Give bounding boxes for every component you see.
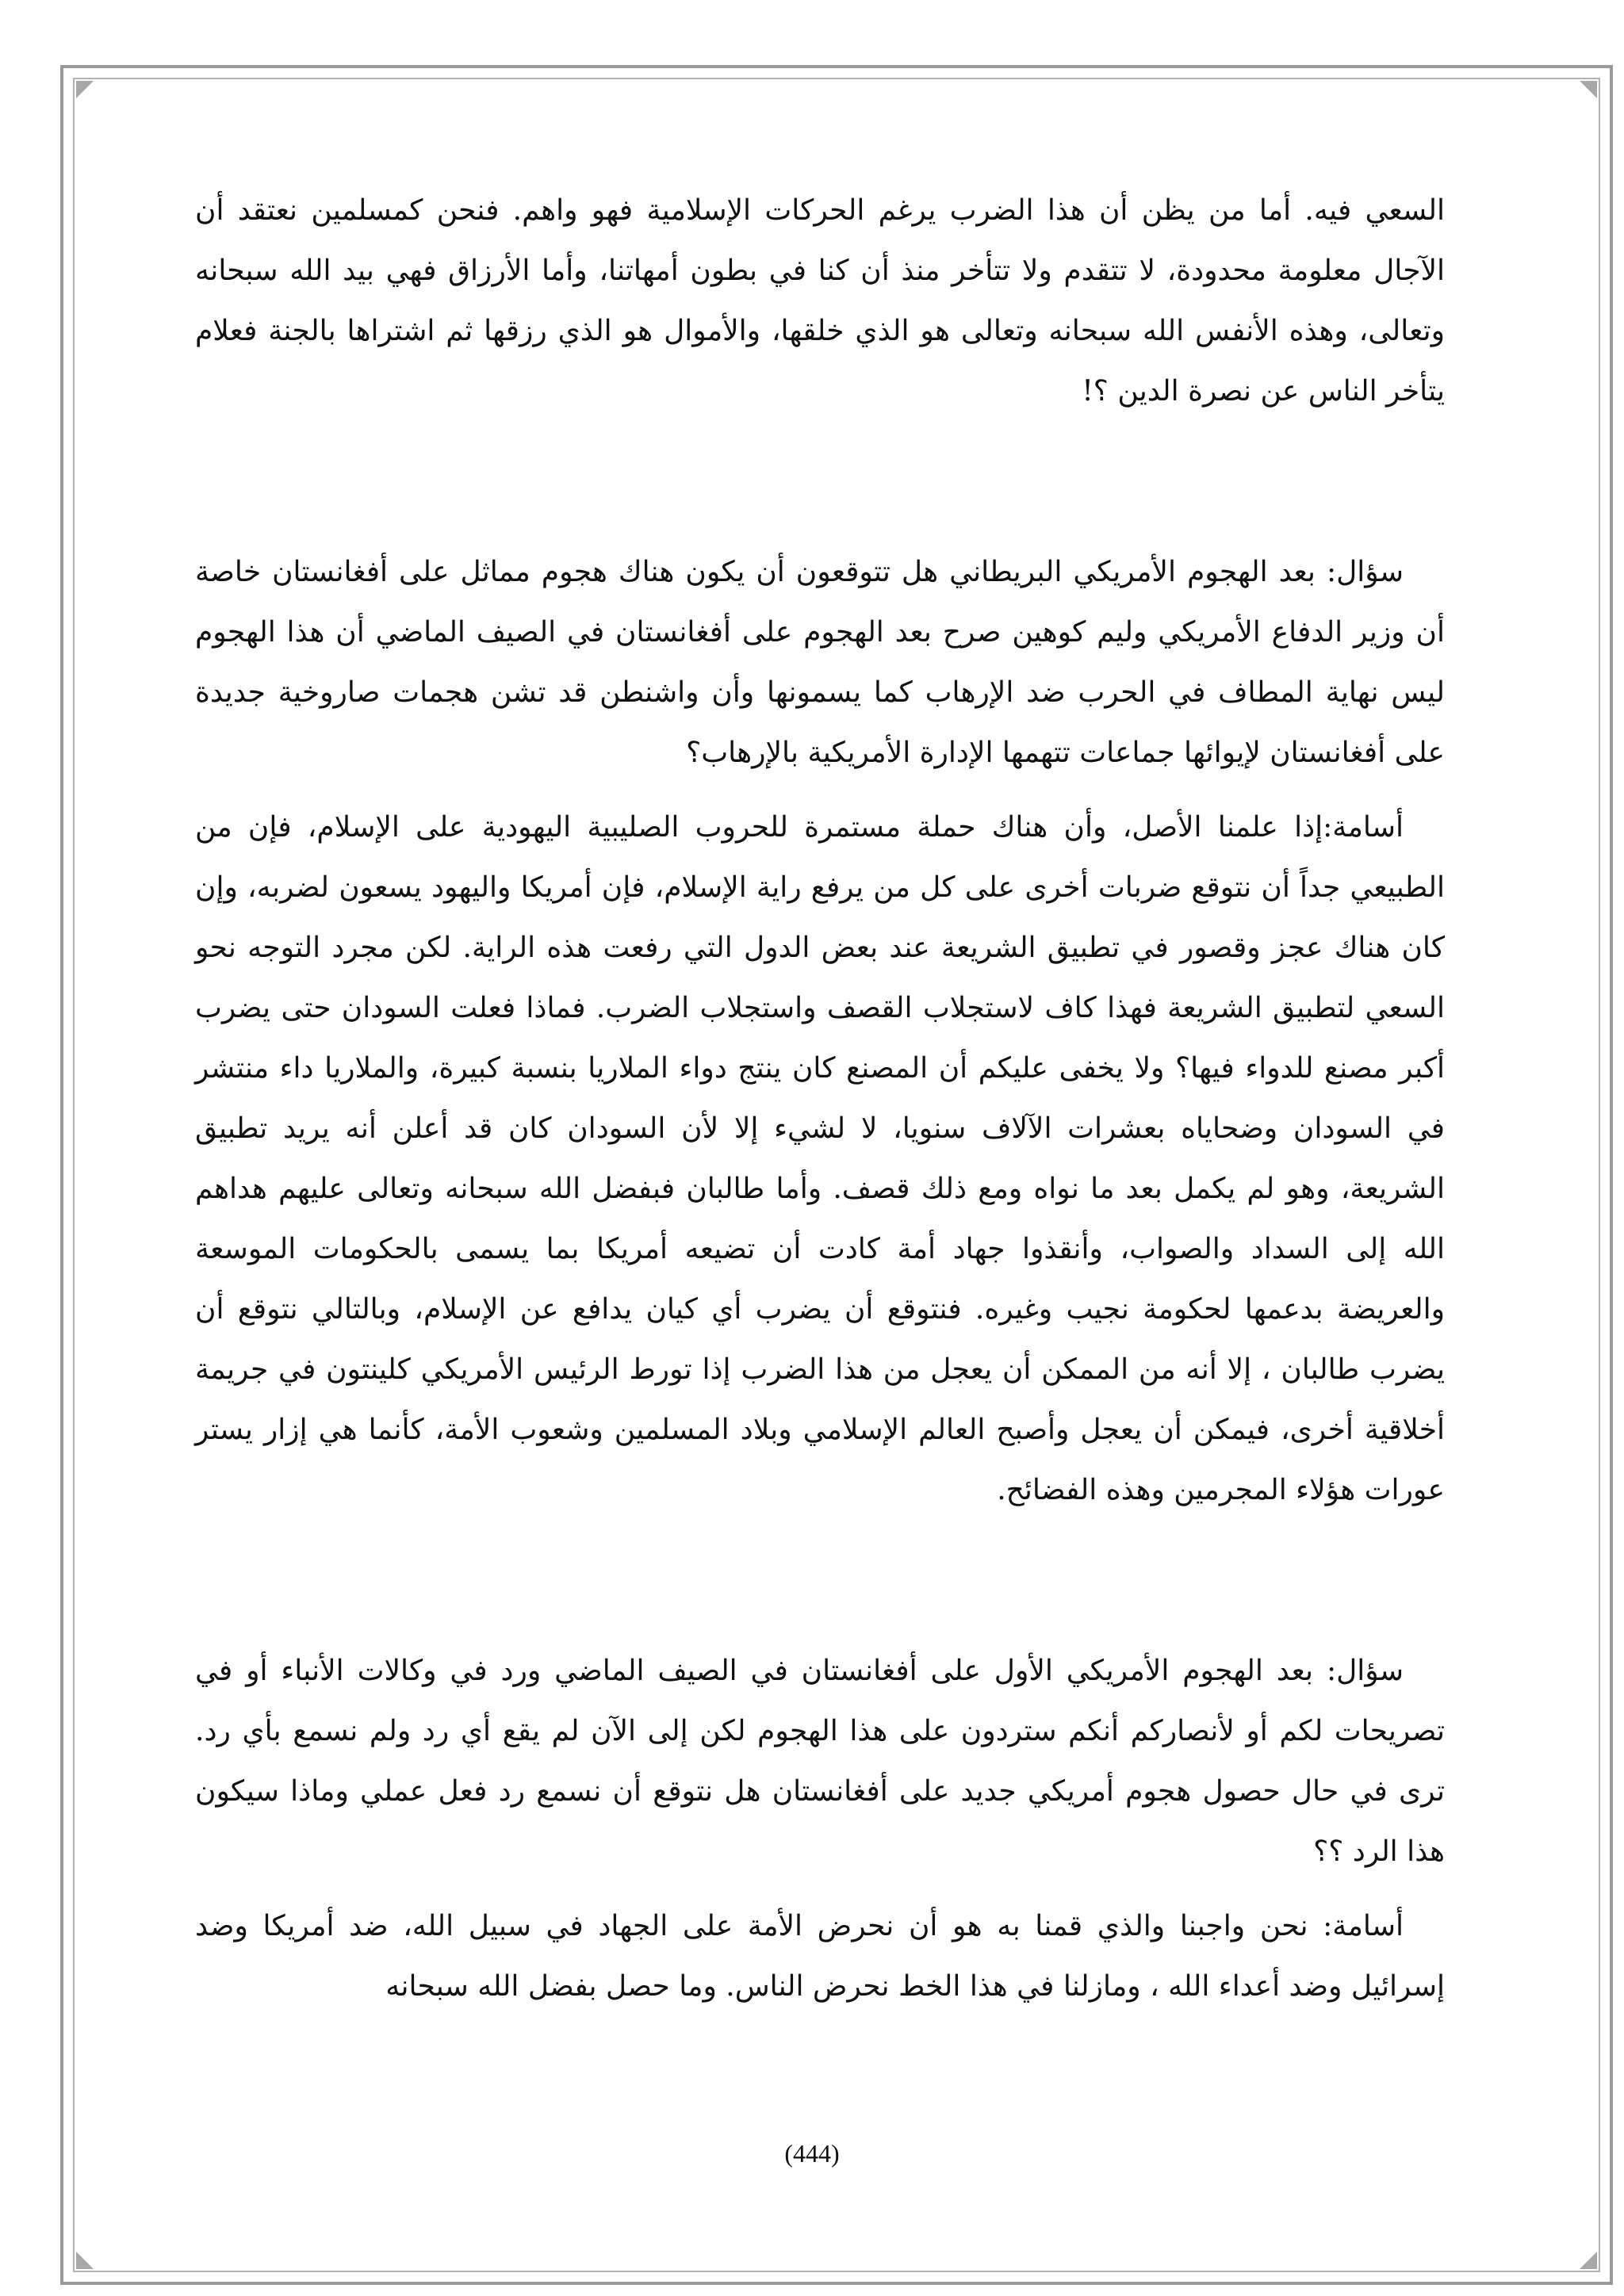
corner-ornament-top-right	[1580, 81, 1597, 98]
question-paragraph-2: سؤال: بعد الهجوم الأمريكي الأول على أفغانستان في الصيف الماضي ورد في وكالات الأنباء أو في تصريحات لكم أو لأنصاركم أنكم ستردون على هذا الهجوم لكن إلى الآن لم يقع أي رد ولم نسمع بأي رد. ترى في حال حصول هجوم أمريكي جديد على أفغانستان هل نتوقع أن نسمع رد فعل عملي وماذا سيكون هذا الرد ؟؟	[195, 1655, 1445, 1868]
answer-paragraph-2: أسامة: نحن واجبنا والذي قمنا به هو أن نحرض الأمة على الجهاد في سبيل الله، ضد أمريكا وضد إسرائيل وضد أعداء الله ، ومازلنا في هذا الخط نحرض الناس. وما حصل بفضل الله سبحانه	[195, 1910, 1445, 2003]
page-number: (444)	[784, 2139, 840, 2168]
answer-paragraph-1: أسامة:إذا علمنا الأصل، وأن هناك حملة مستمرة للحروب الصليبية اليهودية على الإسلام، فإن من الطبيعي جداً أن نتوقع ضربات أخرى على كل من يرفع راية الإسلام، فإن أمريكا واليهود يسعون لضربه، وإن كان هناك عجز وقصور في تطبيق الشريعة عند بعض الدول التي رفعت هذه الراية. لكن مجرد التوجه نحو السعي لتطبيق الشريعة فهذا كاف لاستجلاب القصف واستجلاب الضرب. فماذا فعلت السودان حتى يضرب أكبر مصنع للدواء فيها؟ ولا يخفى عليكم أن المصنع كان ينتج دواء الملاريا بنسبة كبيرة، والملاريا داء منتشر في السودان وضحاياه بعشرات الآلاف سنويا، لا لشيء إلا لأن السودان كان قد أعلن أنه يريد تطبيق الشريعة، وهو لم يكمل بعد ما نواه ومع ذلك قصف. وأما طالبان فبفضل الله سبحانه وتعالى عليهم هداهم الله إلى السداد والصواب، وأنقذوا جهاد أمة كادت أن تضيعه أمريكا بما يسمى بالحكومات الموسعة والعريضة بدعمها لحكومة نجيب وغيره. فنتوقع أن يضرب أي كيان يدافع عن الإسلام، وبالتالي نتوقع أن يضرب طالبان ، إلا أنه من الممكن أن يعجل من هذا الضرب إذا تورط الرئيس الأمريكي كلينتون في جريمة أخلاقية أخرى، فيمكن أن يعجل وأصبح العالم الإسلامي وبلاد المسلمين وشعوب الأمة، كأنما هي إزار يستر عورات هؤلاء المجرمين وهذه الفضائح.	[195, 811, 1445, 1506]
question-paragraph-1: سؤال: بعد الهجوم الأمريكي البريطاني هل تتوقعون أن يكون هناك هجوم مماثل على أفغانستان خاصة أن وزير الدفاع الأمريكي وليم كوهين صرح بعد الهجوم على أفغانستان في الصيف الماضي أن هذا الهجوم ليس نهاية المطاف في الحرب ضد الإرهاب كما يسمونها وأن واشنطن قد تشن هجمات صاروخية جديدة على أفغانستان لإيوائها جماعات تتهمها الإدارة الأمريكية بالإرهاب؟	[195, 556, 1445, 769]
continuation-paragraph: السعي فيه. أما من يظن أن هذا الضرب يرغم الحركات الإسلامية فهو واهم. فنحن كمسلمين نعتقد أن الآجال معلومة محدودة، لا تتقدم ولا تتأخر منذ أن كنا في بطون أمهاتنا، وأما الأرزاق فهي بيد الله سبحانه وتعالى، وهذه الأنفس الله سبحانه وتعالى هو الذي خلقها، والأموال هو الذي رزقها ثم اشتراها بالجنة فعلام يتأخر الناس عن نصرة الدين ؟!	[195, 194, 1445, 408]
page-body-text	[195, 181, 1445, 2017]
corner-ornament-top-left	[76, 81, 94, 98]
corner-ornament-bottom-left	[76, 2252, 94, 2269]
corner-ornament-bottom-right	[1580, 2252, 1597, 2269]
